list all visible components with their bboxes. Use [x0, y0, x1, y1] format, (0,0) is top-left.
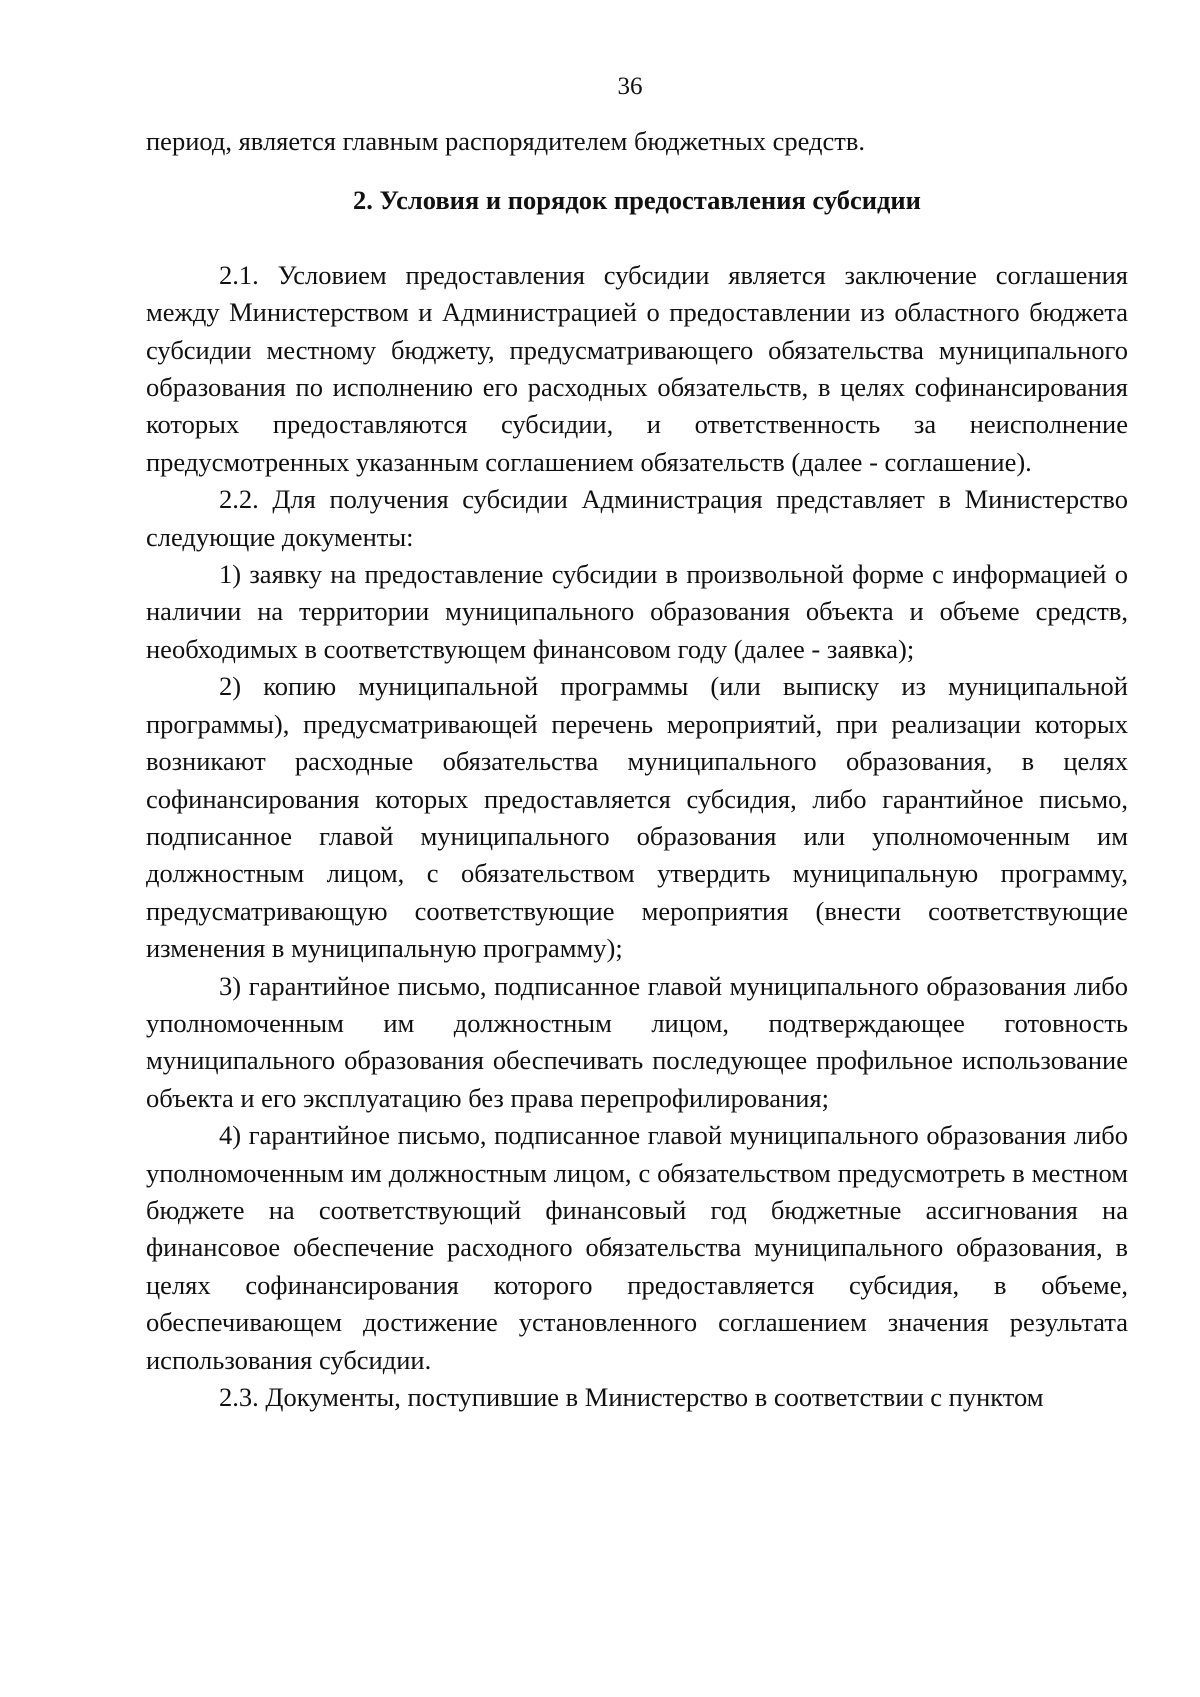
- list-item-4: 4) гарантийное письмо, подписанное главой муниципального образования либо уполномоченным им должностным лицом, с обязательством предусмотреть в местном бюджете на соответствующий финансовый год бюджетные ассигнования на финансовое обеспечение расходного обязательства муниципального образования, в целях софинансирования которого предоставляется субсидия, в объеме, обеспечивающем достижение установленного соглашением значения результата использования субсидии.: [146, 1120, 1128, 1375]
- list-item-1: 1) заявку на предоставление субсидии в произвольной форме с информацией о наличии на территории муниципального образования объекта и объеме средств, необходимых в соответствующем финансовом году (далее - заявка);: [146, 559, 1128, 664]
- page-number: 36: [617, 73, 643, 100]
- opening-line: период, является главным распорядителем бюджетных средств.: [146, 126, 866, 156]
- section-heading: 2. Условия и порядок предоставления субсидии: [353, 185, 921, 216]
- document-body: [146, 123, 1128, 1416]
- list-item-2: 2) копию муниципальной программы (или выписку из муниципальной программы), предусматривающей перечень мероприятий, при реализации которых возникают расходные обязательства муниципального образования, в целях софинансирования которых предоставляется субсидия, либо гарантийное письмо, подписанное главой муниципального образования или уполномоченным им должностным лицом, с обязательством утвердить муниципальную программу, предусматривающую соответствующие мероприятия (внести соответствующие изменения в муниципальную программу);: [146, 671, 1128, 964]
- paragraph-2-3: 2.3. Документы, поступившие в Министерство в соответствии с пунктом: [219, 1382, 1044, 1412]
- paragraph-2-1: 2.1. Условием предоставления субсидии является заключение соглашения между Министерством и Администрацией о предоставлении из областного бюджета субсидии местному бюджету, предусматривающего обязательства муниципального образования по исполнению его расходных обязательств, в целях софинансирования которых предоставляются субсидии, и ответственность за неисполнение предусмотренных указанным соглашением обязательств (далее - соглашение).: [146, 259, 1128, 477]
- list-item-3: 3) гарантийное письмо, подписанное главой муниципального образования либо уполномоченным им должностным лицом, подтверждающее готовность муниципального образования обеспечивать последующее профильное использование объекта и его эксплуатацию без права перепрофилирования;: [146, 970, 1128, 1113]
- paragraph-2-2: 2.2. Для получения субсидии Администрация представляет в Министерство следующие документы:: [146, 484, 1128, 552]
